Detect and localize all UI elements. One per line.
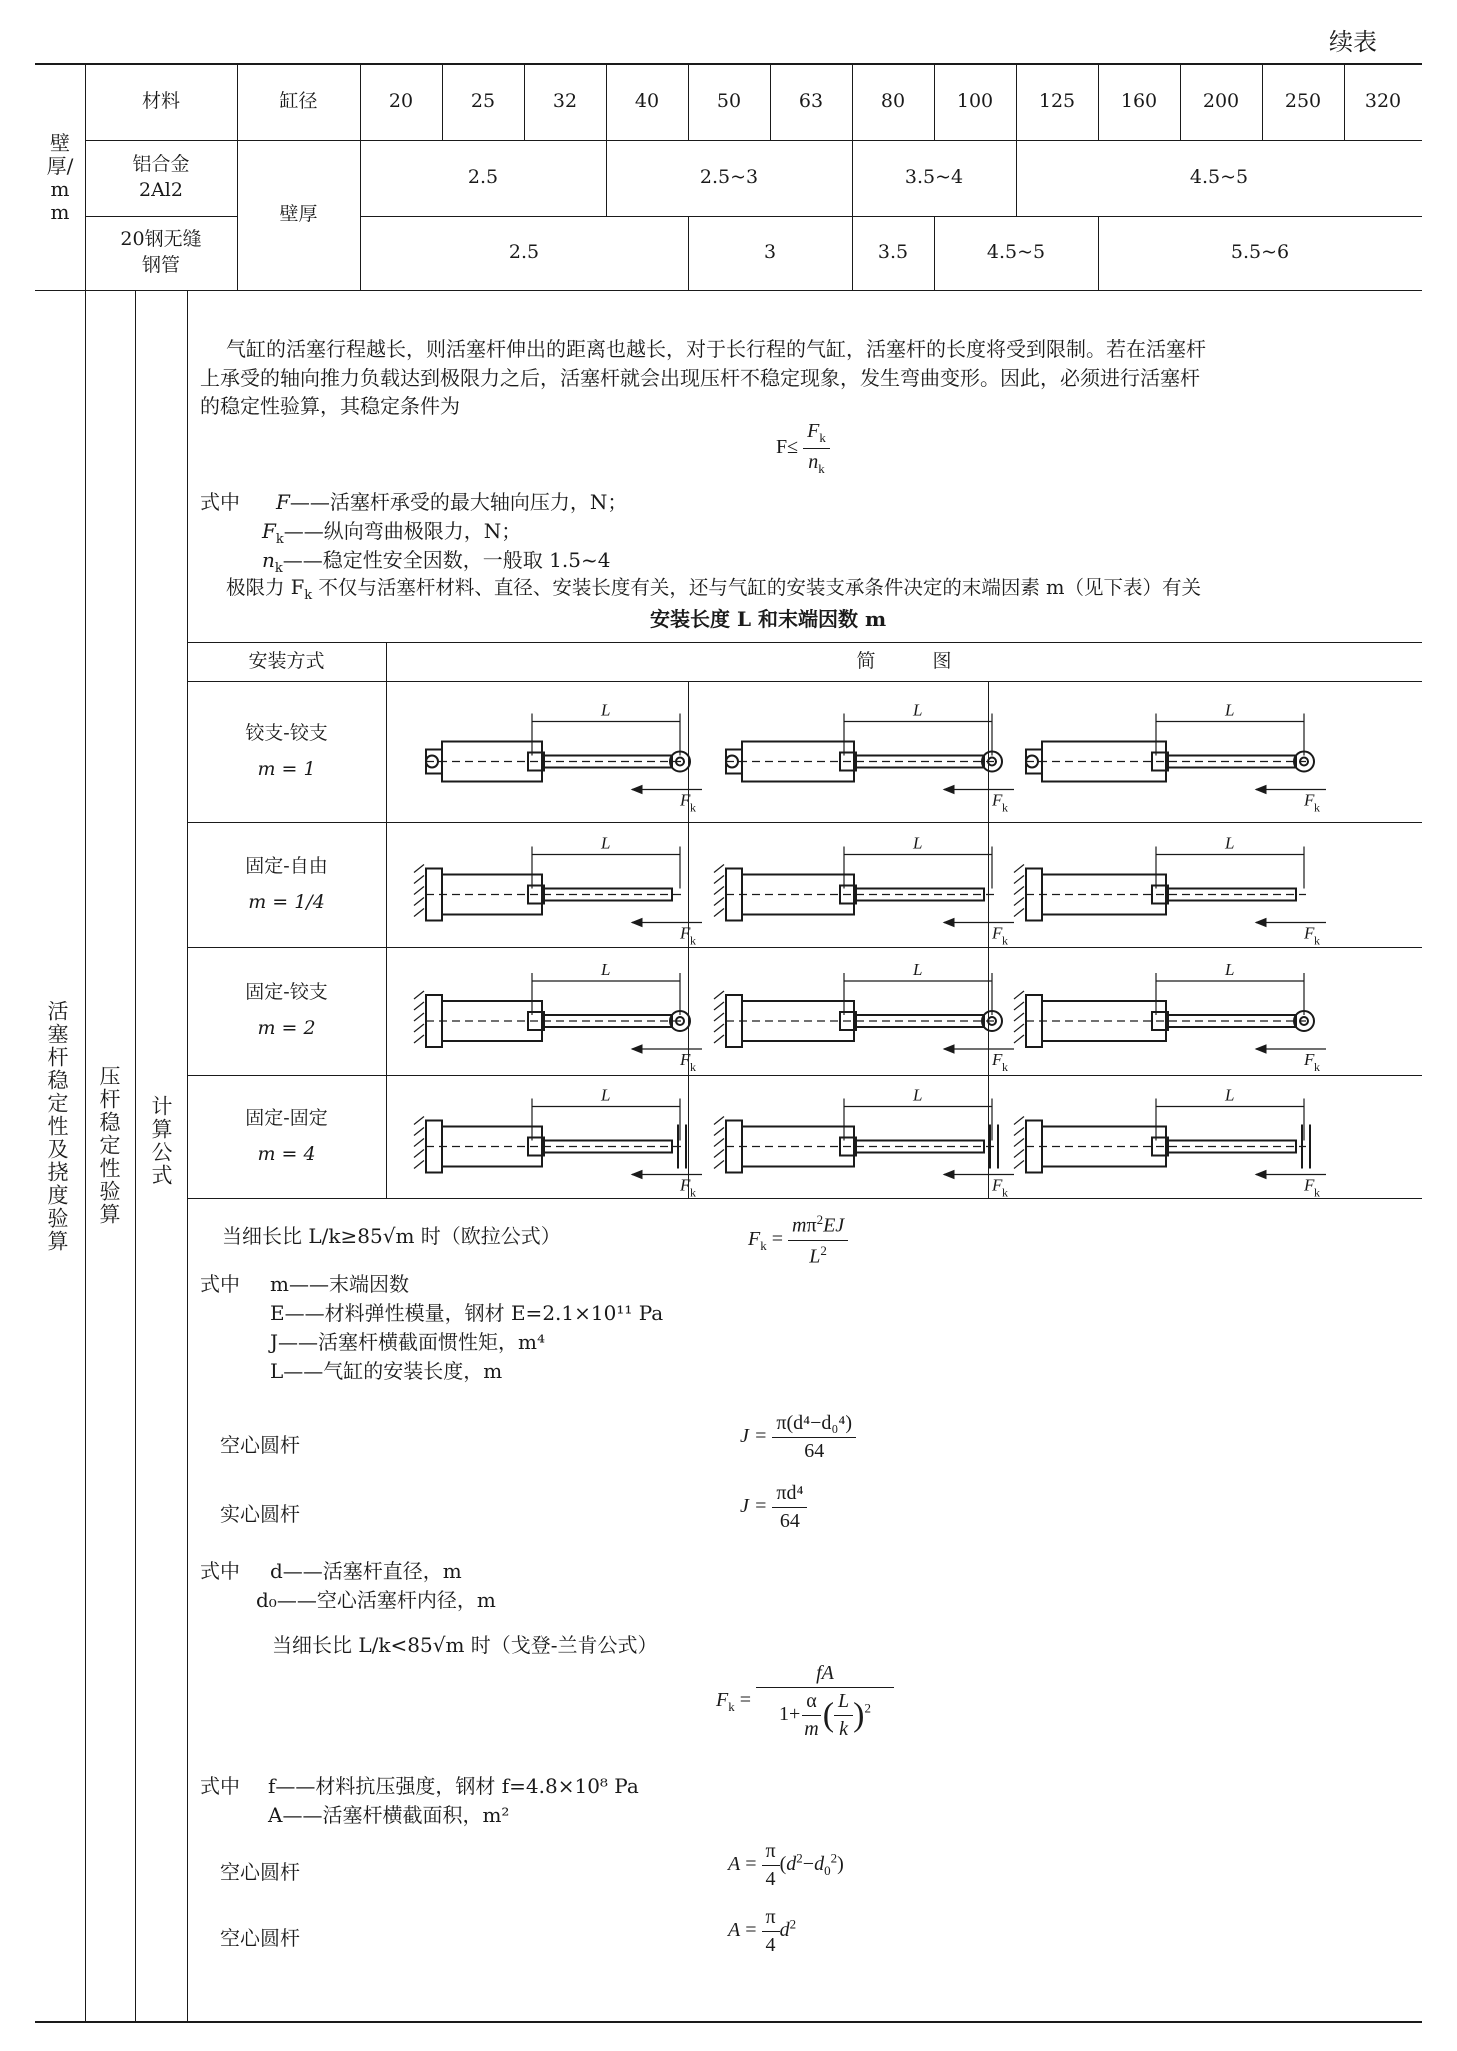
ground-hatch bbox=[414, 991, 424, 999]
paren: ) bbox=[853, 1696, 865, 1734]
col-rule bbox=[135, 290, 136, 2022]
superscript: 2 bbox=[789, 1916, 797, 1932]
ground-hatch bbox=[1014, 1150, 1024, 1158]
ground-hatch bbox=[714, 876, 724, 884]
force-subscript: k bbox=[1002, 1060, 1008, 1074]
subscript: k bbox=[274, 561, 283, 576]
definition: m——末端因数 bbox=[270, 1272, 409, 1296]
definition bbox=[276, 488, 627, 516]
symbol: n bbox=[262, 548, 275, 572]
ground-hatch bbox=[714, 1150, 724, 1158]
denominator bbox=[835, 1716, 852, 1741]
denominator: 4 bbox=[765, 1868, 776, 1890]
subscript: k bbox=[275, 532, 284, 547]
numerator: π bbox=[762, 1840, 780, 1866]
end-factor: m = 4 bbox=[257, 1142, 316, 1165]
lhs: J = bbox=[740, 1495, 768, 1518]
aluminum-material: 铝合金2Al2 bbox=[132, 153, 190, 201]
intro-line: 的稳定性验算，其稳定条件为 bbox=[200, 394, 460, 418]
mount-type-cell bbox=[187, 822, 386, 947]
definition: L——气缸的安装长度，m bbox=[270, 1359, 503, 1383]
force-subscript: k bbox=[1314, 1060, 1320, 1074]
force-subscript: k bbox=[1002, 800, 1008, 815]
length-label: L bbox=[1225, 700, 1235, 720]
mount-name: 固定-固定 bbox=[245, 1106, 328, 1129]
text: 极限力 F bbox=[226, 576, 305, 599]
force-arrowhead bbox=[632, 919, 642, 927]
denominator bbox=[805, 1241, 831, 1269]
ground-hatch bbox=[414, 1161, 424, 1169]
force-arrowhead bbox=[944, 786, 954, 794]
steel-thickness: 2.5 bbox=[508, 241, 540, 264]
force-label: F bbox=[1304, 1050, 1315, 1069]
definition: E——材料弹性模量，钢材 E=2.1×10¹¹ Pa bbox=[270, 1301, 664, 1325]
force-arrowhead bbox=[944, 919, 954, 927]
aluminum-thickness: 2.5~3 bbox=[699, 166, 759, 189]
mount-name: 固定-铰支 bbox=[245, 981, 328, 1004]
ground-hatch bbox=[414, 1024, 424, 1032]
symbol: d bbox=[786, 1853, 797, 1876]
numerator bbox=[756, 1662, 894, 1688]
force-subscript: k bbox=[1002, 1185, 1008, 1198]
section-label: 活塞杆稳定性及挠度验算 bbox=[45, 1000, 69, 1253]
force-subscript: k bbox=[1314, 1185, 1320, 1198]
solid-label: 实心圆杆 bbox=[220, 1502, 300, 1526]
force-arrowhead bbox=[944, 1171, 954, 1179]
mount-table-title: 安装长度 L 和末端因数 m bbox=[650, 607, 887, 631]
symbol: A bbox=[728, 1919, 741, 1942]
steel-thickness: 3.5 bbox=[877, 241, 909, 264]
ground-hatch bbox=[414, 1002, 424, 1010]
symbol: fA bbox=[816, 1662, 834, 1684]
subscript: k bbox=[819, 430, 826, 445]
end-factor: m = 1 bbox=[257, 757, 316, 780]
mount-type-cell bbox=[187, 681, 386, 822]
subscript: k bbox=[760, 1237, 767, 1253]
bore-value: 250 bbox=[1284, 89, 1322, 112]
ground-hatch bbox=[1014, 1117, 1024, 1125]
length-label: L bbox=[913, 833, 923, 853]
denominator: 4 bbox=[765, 1934, 776, 1956]
wall-row-label: 壁厚/mm bbox=[46, 131, 74, 224]
continued-label: 续表 bbox=[1329, 28, 1377, 56]
denominator: 64 bbox=[804, 1440, 825, 1462]
symbol: F bbox=[276, 490, 290, 514]
row-rule bbox=[187, 1198, 1422, 1199]
denominator: 64 bbox=[779, 1510, 800, 1532]
ground-hatch bbox=[1014, 1002, 1024, 1010]
force-subscript: k bbox=[690, 933, 696, 948]
force-label: F bbox=[1304, 1175, 1315, 1195]
ground-hatch bbox=[1014, 887, 1024, 895]
steel-thickness: 3 bbox=[763, 241, 777, 264]
force-arrowhead bbox=[1256, 919, 1266, 927]
solid-inertia-formula bbox=[740, 1482, 807, 1533]
mount-type-cell bbox=[187, 1075, 386, 1198]
ground-hatch bbox=[714, 1002, 724, 1010]
stability-condition: F≤ $\frac{F_k}{n_k}$ bbox=[776, 420, 830, 477]
gordon-condition: 当细长比 L/k<85√m 时（戈登-兰肯公式） bbox=[272, 1633, 658, 1657]
symbol: m bbox=[804, 1718, 819, 1740]
force-arrowhead bbox=[632, 1171, 642, 1179]
ground-hatch bbox=[1014, 898, 1024, 906]
force-label: F bbox=[680, 923, 691, 943]
ground-hatch bbox=[714, 1024, 724, 1032]
mount-type-cell bbox=[187, 947, 386, 1075]
subscript: k bbox=[304, 587, 313, 603]
symbol: F bbox=[716, 1689, 729, 1712]
ground-hatch bbox=[1014, 1013, 1024, 1021]
ground-hatch bbox=[714, 991, 724, 999]
thickness-label: 壁厚 bbox=[279, 203, 318, 226]
end-factor: m = 1/4 bbox=[248, 890, 325, 913]
numerator bbox=[803, 420, 830, 449]
diagram-col-header: 简 图 bbox=[856, 649, 952, 672]
ground-hatch bbox=[414, 1150, 424, 1158]
numerator: π bbox=[762, 1906, 780, 1932]
force-arrowhead bbox=[944, 1045, 954, 1053]
force-label: F bbox=[992, 923, 1003, 943]
symbol: n bbox=[808, 451, 819, 473]
length-label: L bbox=[601, 833, 611, 853]
bore-value: 320 bbox=[1364, 89, 1402, 112]
subscript: k bbox=[728, 1699, 735, 1715]
force-subscript: k bbox=[1314, 933, 1320, 948]
subscript: 0 bbox=[824, 1863, 831, 1879]
ground-hatch bbox=[414, 1035, 424, 1043]
ground-hatch bbox=[714, 887, 724, 895]
superscript: 2 bbox=[820, 1242, 827, 1258]
fraction bbox=[772, 1482, 807, 1533]
end-factor: m = 2 bbox=[257, 1017, 316, 1039]
force-subscript: k bbox=[1314, 800, 1320, 815]
ground-hatch bbox=[414, 909, 424, 917]
bore-value: 25 bbox=[470, 89, 496, 112]
ground-hatch bbox=[1014, 1139, 1024, 1147]
solid-area-formula: A = $\frac{\pi}{4}$ $d^2$ bbox=[728, 1906, 797, 1956]
force-label: F bbox=[992, 1175, 1003, 1195]
numerator: α bbox=[802, 1690, 820, 1716]
ground-hatch bbox=[714, 1035, 724, 1043]
bore-value: 20 bbox=[388, 89, 414, 112]
fraction bbox=[803, 420, 830, 477]
force-subscript: k bbox=[1002, 933, 1008, 948]
symbol: m bbox=[792, 1214, 807, 1237]
length-label: L bbox=[913, 700, 923, 720]
ground-hatch bbox=[414, 1139, 424, 1147]
definition-text: ——纵向弯曲极限力，N； bbox=[283, 519, 522, 543]
bore-value: 50 bbox=[716, 89, 742, 112]
denominator bbox=[800, 1716, 822, 1741]
force-arrowhead bbox=[1256, 786, 1266, 794]
intro-line: 上承受的轴向推力负载达到极限力之后，活塞杆就会出现压杆不稳定现象，发生弯曲变形。因此，必须进行活塞杆 bbox=[200, 366, 1200, 390]
fraction bbox=[762, 1906, 780, 1957]
ground-hatch bbox=[714, 1161, 724, 1169]
euler-condition: 当细长比 L/k≥85√m 时（欧拉公式） bbox=[222, 1224, 561, 1248]
hollow-inertia-formula bbox=[740, 1412, 856, 1463]
ground-hatch bbox=[1014, 1128, 1024, 1136]
mount-col-header: 安装方式 bbox=[248, 649, 325, 672]
mount-name: 固定-自由 bbox=[245, 854, 328, 877]
subsection-label: 压杆稳定性验算 bbox=[97, 1065, 121, 1226]
subscript: k bbox=[818, 461, 825, 476]
bore-value: 100 bbox=[956, 89, 994, 112]
ground-hatch bbox=[414, 1128, 424, 1136]
bore-value: 160 bbox=[1120, 89, 1158, 112]
row-rule bbox=[35, 290, 1422, 291]
ground-hatch bbox=[1014, 1161, 1024, 1169]
length-label: L bbox=[601, 960, 611, 979]
symbol: F bbox=[748, 1227, 761, 1250]
ground-hatch bbox=[414, 1013, 424, 1021]
where-label: 式中 bbox=[200, 1272, 240, 1296]
ground-hatch bbox=[1014, 991, 1024, 999]
where-label: 式中 bbox=[200, 1774, 240, 1798]
numerator: πd⁴ bbox=[772, 1482, 807, 1508]
ground-hatch bbox=[414, 1117, 424, 1125]
ground-hatch bbox=[714, 1117, 724, 1125]
steel-thickness: 4.5~5 bbox=[986, 241, 1046, 264]
mount-name: 铰支-铰支 bbox=[245, 721, 328, 744]
ground-hatch bbox=[414, 898, 424, 906]
definition: d₀——空心活塞杆内径，m bbox=[256, 1588, 496, 1612]
fraction bbox=[800, 1690, 822, 1741]
force-subscript: k bbox=[690, 1185, 696, 1198]
definition: J——活塞杆横截面惯性矩，m⁴ bbox=[270, 1330, 545, 1354]
length-label: L bbox=[913, 1085, 923, 1105]
table-bottom-rule bbox=[35, 2021, 1422, 2023]
definition-text: ——稳定性安全因数，一般取 1.5~4 bbox=[282, 548, 611, 572]
force-label: F bbox=[680, 790, 691, 810]
length-label: L bbox=[601, 700, 611, 720]
ground-hatch bbox=[714, 909, 724, 917]
length-label: L bbox=[1225, 833, 1235, 853]
numerator: π(d⁴−d₀⁴) bbox=[772, 1412, 856, 1438]
bore-value: 63 bbox=[798, 89, 824, 112]
length-label: L bbox=[1225, 1085, 1235, 1105]
ground-hatch bbox=[714, 1128, 724, 1136]
force-arrowhead bbox=[632, 1045, 642, 1053]
force-arrowhead bbox=[1256, 1171, 1266, 1179]
fraction bbox=[788, 1212, 848, 1268]
force-subscript: k bbox=[690, 1060, 696, 1074]
gordon-formula: $F_k$ = fA 1+ $\frac{\alpha}{m}$ ( $\frac{L}{k}$ )$^2$ bbox=[716, 1662, 894, 1741]
ground-hatch bbox=[714, 1139, 724, 1147]
numerator bbox=[834, 1690, 853, 1716]
symbol: L bbox=[809, 1245, 821, 1268]
symbol: A bbox=[728, 1853, 741, 1876]
paren: ( bbox=[822, 1696, 835, 1734]
force-label: F bbox=[992, 790, 1003, 810]
force-label: F bbox=[680, 1050, 691, 1069]
text: 不仅与活塞杆材料、直径、安装长度有关，还与气缸的安装支承条件决定的末端因素 m（见下表）有关 bbox=[312, 576, 1202, 599]
definition: f——材料抗压强度，钢材 f=4.8×10⁸ Pa bbox=[268, 1774, 639, 1798]
aluminum-thickness: 2.5 bbox=[467, 166, 499, 189]
ground-hatch bbox=[714, 898, 724, 906]
ground-hatch bbox=[1014, 876, 1024, 884]
symbol: EJ bbox=[823, 1214, 845, 1237]
ground-hatch bbox=[1014, 909, 1024, 917]
length-label: L bbox=[913, 960, 923, 979]
fraction bbox=[756, 1662, 894, 1741]
length-label: L bbox=[601, 1085, 611, 1105]
definition: A——活塞杆横截面积，m² bbox=[268, 1803, 510, 1827]
symbol: d bbox=[814, 1853, 825, 1876]
superscript: 2 bbox=[796, 1850, 803, 1866]
material-header: 材料 bbox=[141, 89, 180, 112]
fraction bbox=[772, 1412, 856, 1463]
numerator: $m\pi^2EJ$ bbox=[788, 1212, 848, 1241]
symbol: k bbox=[839, 1718, 849, 1740]
hollow-label: 空心圆杆 bbox=[220, 1860, 300, 1884]
ground-hatch bbox=[414, 887, 424, 895]
bore-header: 缸径 bbox=[279, 89, 318, 112]
bore-value: 200 bbox=[1202, 89, 1240, 112]
force-arrowhead bbox=[632, 786, 642, 794]
symbol: F bbox=[262, 519, 276, 543]
bore-value: 80 bbox=[880, 89, 906, 112]
ground-hatch bbox=[414, 865, 424, 873]
hollow-area-formula: A = $\frac{\pi}{4}$ $(d^2-d_0^2)$ bbox=[728, 1840, 844, 1890]
definition-text: ——活塞杆承受的最大轴向压力，N； bbox=[289, 490, 628, 514]
superscript: 2 bbox=[864, 1700, 871, 1716]
force-arrowhead bbox=[1256, 1045, 1266, 1053]
force-label: F bbox=[1304, 790, 1315, 810]
fraction bbox=[834, 1690, 853, 1741]
force-label: F bbox=[1304, 923, 1315, 943]
denominator: 1+ $\frac{\alpha}{m}$ ( $\frac{L}{k}$ )$^2$ bbox=[778, 1690, 871, 1740]
length-label: L bbox=[1225, 960, 1235, 979]
col-rule bbox=[85, 290, 86, 2022]
hollow-label: 空心圆杆 bbox=[220, 1433, 300, 1457]
item-label: 计算公式 bbox=[149, 1095, 173, 1187]
bore-value: 32 bbox=[552, 89, 578, 112]
aluminum-thickness: 3.5~4 bbox=[904, 166, 964, 189]
symbol: L bbox=[838, 1690, 850, 1712]
ground-hatch bbox=[714, 1013, 724, 1021]
force-subscript: k bbox=[690, 800, 696, 815]
force-label: F bbox=[992, 1050, 1003, 1069]
definition: d——活塞杆直径，m bbox=[270, 1559, 462, 1583]
steel-material: 20钢无缝钢管 bbox=[120, 228, 202, 276]
ground-hatch bbox=[414, 876, 424, 884]
intro-line: 气缸的活塞行程越长，则活塞杆伸出的距离也越长，对于长行程的气缸，活塞杆的长度将受到限制。若在活塞杆 bbox=[226, 337, 1206, 361]
steel-thickness: 5.5~6 bbox=[1230, 241, 1290, 264]
aluminum-thickness: 4.5~5 bbox=[1189, 166, 1249, 189]
symbol: F bbox=[807, 420, 820, 442]
force-label: F bbox=[680, 1175, 691, 1195]
euler-formula: $F_k$ = $\frac{m\pi^2EJ}{L^2}$ bbox=[748, 1212, 848, 1268]
denominator bbox=[804, 449, 829, 477]
superscript: 2 bbox=[830, 1850, 838, 1866]
bore-value: 125 bbox=[1038, 89, 1076, 112]
superscript: 2 bbox=[816, 1212, 824, 1227]
bore-value: 40 bbox=[634, 89, 660, 112]
solid-label: 空心圆杆 bbox=[220, 1926, 300, 1950]
ground-hatch bbox=[1014, 1024, 1024, 1032]
mount-diagrams bbox=[386, 681, 1422, 1198]
ground-hatch bbox=[1014, 865, 1024, 873]
ground-hatch bbox=[1014, 1035, 1024, 1043]
where-label: 式中 bbox=[200, 490, 240, 514]
lhs: J = bbox=[740, 1425, 768, 1448]
ground-hatch bbox=[714, 865, 724, 873]
where-label: 式中 bbox=[200, 1559, 240, 1583]
symbol: d bbox=[779, 1919, 790, 1942]
fraction bbox=[762, 1840, 780, 1891]
